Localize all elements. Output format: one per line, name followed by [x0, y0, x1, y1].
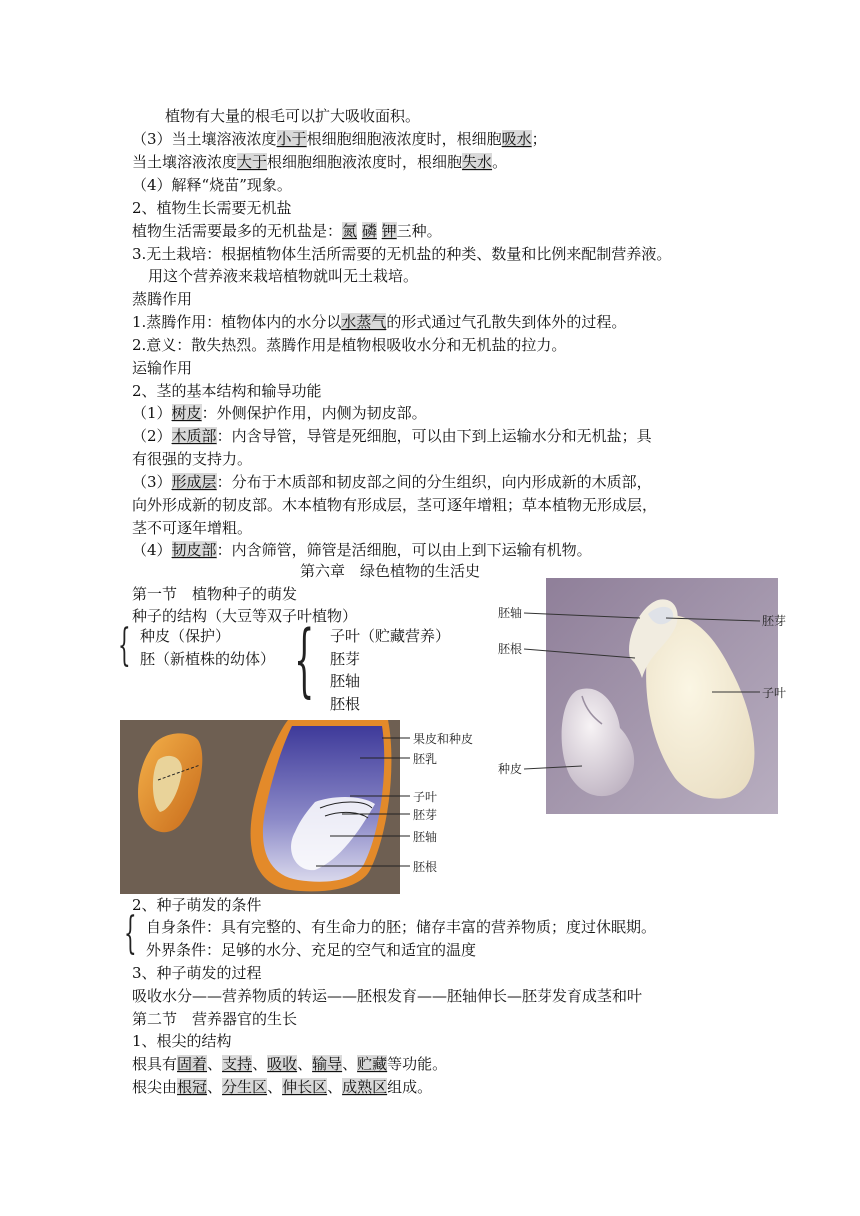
- heading: 3、种子萌发的过程: [132, 964, 262, 982]
- keyword: 贮藏: [357, 1055, 388, 1073]
- text: （2）: [132, 427, 172, 445]
- text: 根尖由: [132, 1078, 178, 1096]
- text: 、: [207, 1055, 223, 1073]
- heading: 2、种子萌发的条件: [132, 896, 262, 914]
- corn-leader-lines: [120, 720, 484, 894]
- label-embryo-axis: 胚轴: [498, 606, 523, 620]
- text: （3）: [132, 473, 172, 491]
- list-item: 子叶（贮藏营养）: [330, 627, 451, 645]
- brace: {: [124, 908, 137, 959]
- keyword: 氮: [342, 222, 358, 240]
- list-item: 胚（新植株的幼体）: [140, 650, 276, 668]
- label-cotyledon: 子叶: [762, 686, 787, 700]
- text: ：外侧保护作用，内侧为韧皮部。: [201, 404, 427, 422]
- text-line: [132, 403, 427, 423]
- list-item: 胚轴: [330, 672, 361, 690]
- text: 的形式通过气孔散失到体外的过程。: [386, 313, 627, 331]
- text: 、: [207, 1078, 223, 1096]
- label-plumule: 胚芽: [762, 614, 787, 628]
- text-line: 自身条件：具有完整的、有生命力的胚；储存丰富的营养物质；度过休眠期。: [146, 918, 657, 936]
- text: 、: [297, 1055, 313, 1073]
- text: 根具有: [132, 1055, 178, 1073]
- text-line: 用这个营养液来栽培植物就叫无土栽培。: [148, 267, 419, 285]
- keyword: 吸水: [501, 130, 532, 148]
- text-line: [132, 1077, 432, 1097]
- text: （1）: [132, 404, 172, 422]
- corn-seed-figure: [120, 720, 484, 894]
- keyword: 分生区: [222, 1078, 268, 1096]
- text: 组成。: [387, 1078, 433, 1096]
- keyword: 固着: [177, 1055, 208, 1073]
- list-item: 胚根: [330, 695, 361, 713]
- text-line: 茎不可逐年增粗。: [132, 519, 253, 537]
- text: （4）: [132, 541, 172, 559]
- text: 根细胞细胞液浓度时，根细胞: [306, 130, 502, 148]
- heading: 蒸腾作用: [132, 290, 193, 308]
- label-plumule: 胚芽: [413, 808, 438, 822]
- keyword: 输导: [312, 1055, 343, 1073]
- text-line: 种子的结构（大豆等双子叶植物）: [132, 607, 358, 625]
- text: ；: [531, 130, 547, 148]
- keyword: 支持: [222, 1055, 253, 1073]
- text: （3）当土壤溶液浓度: [132, 130, 277, 148]
- text: 植物生活需要最多的无机盐是：: [132, 222, 343, 240]
- keyword: 成熟区: [342, 1078, 388, 1096]
- text: 当土壤溶液浓度: [132, 153, 238, 171]
- text-line: [132, 152, 507, 172]
- text-line: [132, 540, 592, 560]
- label-radicle: 胚根: [498, 642, 523, 656]
- heading: 2、茎的基本结构和输导功能: [132, 382, 322, 400]
- keyword: 失水: [462, 153, 493, 171]
- list-item: 胚芽: [330, 650, 361, 668]
- label-embryo-axis: 胚轴: [413, 830, 438, 844]
- text-line: 植物有大量的根毛可以扩大吸收面积。: [165, 107, 421, 125]
- text: 等功能。: [387, 1055, 448, 1073]
- keyword: 水蒸气: [341, 313, 387, 331]
- text-line: [132, 426, 652, 446]
- label-endosperm: 胚乳: [413, 752, 438, 766]
- bean-leader-lines: [490, 578, 792, 814]
- keyword: 根冠: [177, 1078, 208, 1096]
- text: ：内含导管，导管是死细胞，可以由下到上运输水分和无机盐；具: [216, 427, 652, 445]
- chapter-title: 第六章 绿色植物的生活史: [300, 562, 481, 580]
- keyword: 伸长区: [282, 1078, 328, 1096]
- text: 根细胞细胞液浓度时，根细胞: [267, 153, 463, 171]
- text: 、: [267, 1078, 283, 1096]
- text: 、: [252, 1055, 268, 1073]
- text-line: [132, 129, 547, 149]
- keyword: 磷: [361, 222, 377, 240]
- keyword: 吸收: [267, 1055, 298, 1073]
- text-line: [132, 312, 626, 332]
- text-line: 外界条件：足够的水分、充足的空气和适宜的温度: [146, 941, 477, 959]
- text-line: [132, 221, 442, 241]
- text: ：分布于木质部和韧皮部之间的分生组织，向内形成新的木质部，: [216, 473, 652, 491]
- text-line: 3.无土栽培：根据植物体生活所需要的无机盐的种类、数量和比例来配制营养液。: [132, 245, 672, 263]
- text: 、: [327, 1078, 343, 1096]
- text: 、: [342, 1055, 358, 1073]
- heading: 1、根尖的结构: [132, 1032, 232, 1050]
- text-line: 吸收水分——营养物质的转运——胚根发育——胚轴伸长—胚芽发育成茎和叶: [132, 987, 643, 1005]
- keyword: 大于: [237, 153, 268, 171]
- text: ：内含筛管，筛管是活细胞，可以由上到下运输有机物。: [216, 541, 592, 559]
- brace: {: [294, 613, 315, 706]
- text: 。: [492, 153, 508, 171]
- keyword: 木质部: [171, 427, 217, 445]
- brace: {: [118, 620, 131, 671]
- text-line: 有很强的支持力。: [132, 450, 253, 468]
- keyword: 韧皮部: [171, 541, 217, 559]
- keyword: 形成层: [171, 473, 217, 491]
- heading: 运输作用: [132, 359, 193, 377]
- text-line: 向外形成新的韧皮部。木本植物有形成层，茎可逐年增粗；草本植物无形成层，: [132, 496, 658, 514]
- text: 三种。: [396, 222, 442, 240]
- heading: 2、植物生长需要无机盐: [132, 199, 292, 217]
- keyword: 树皮: [171, 404, 202, 422]
- label-seed-coat: 种皮: [498, 762, 523, 776]
- keyword: 钾: [381, 222, 397, 240]
- label-cotyledon: 子叶: [413, 790, 438, 804]
- section-title: 第一节 植物种子的萌发: [132, 585, 298, 603]
- text-line: [132, 472, 652, 492]
- text-line: 2.意义：散失热烈。蒸腾作用是植物根吸收水分和无机盐的拉力。: [132, 336, 567, 354]
- label-pericarp-coat: 果皮和种皮: [413, 732, 474, 746]
- section-title: 第二节 营养器官的生长: [132, 1010, 298, 1028]
- label-radicle: 胚根: [413, 860, 438, 874]
- text-line: [132, 1054, 447, 1074]
- keyword: 小于: [276, 130, 307, 148]
- bean-seed-figure: [490, 578, 792, 814]
- list-item: 种皮（保护）: [140, 627, 231, 645]
- text-line: （4）解释“烧苗”现象。: [132, 176, 292, 194]
- text: 1.蒸腾作用：植物体内的水分以: [132, 313, 342, 331]
